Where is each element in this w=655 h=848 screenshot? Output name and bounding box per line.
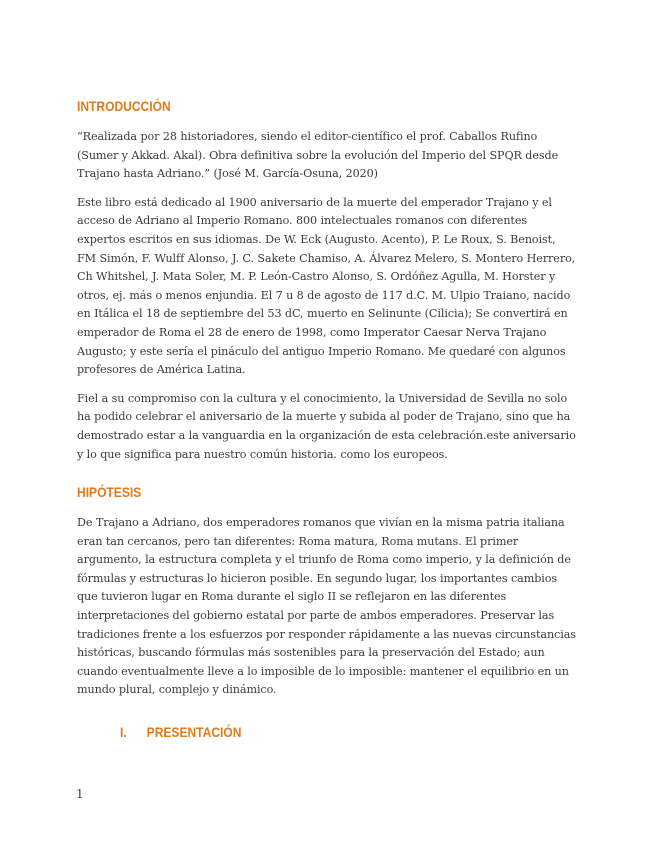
- subsection-presentacion: [77, 724, 507, 740]
- section-spacer: [77, 474, 577, 484]
- document-body: [77, 98, 577, 740]
- hipotesis-paragraph: De Trajano a Adriano, dos emperadores romanos que vivían en la misma patria italiana eran tan cercanos, pero tan diferentes: Roma matura, Roma mutans. El primer argumento, la estructura completa y el triunfo de Roma como imperio, y la definición de fórmulas y estructuras lo hicieron posible. En segundo lugar, los importantes cambios que tuvieron lugar en Roma durante el siglo II se reflejaron en las diferentes interpretaciones del gobierno estatal por parte de ambos emperadores. Preservar las tradiciones frente a los esfuerzos por responder rápidamente a las nuevas circunstancias históricas, buscando fórmulas más sostenibles para la preservación del Estado; aun cuando eventualmente lleve a lo imposible de lo imposible: mantener el equilibrio en un mundo plural, complejo y dinámico.: [77, 516, 576, 697]
- page-number: 1: [76, 787, 84, 801]
- intro-quote-paragraph: “Realizada por 28 historiadores, siendo el editor-científico el prof. Caballos Rufino (Sumer y Akkad. Akal). Obra definitiva sobre la evolución del Imperio del SPQR desde Trajano hasta Adriano.” (José M. García-Osuna, 2020): [77, 130, 559, 181]
- subsection-title: PRESENTACIÓN: [146, 724, 242, 741]
- heading-hipotesis: HIPÓTESIS: [77, 484, 142, 501]
- subsection-number: I.: [120, 724, 127, 741]
- heading-introduccion: INTRODUCCIÓN: [77, 98, 171, 114]
- intro-dedication-paragraph: Este libro está dedicado al 1900 aniversario de la muerte del emperador Trajano y el acceso de Adriano al Imperio Romano. 800 intelectuales romanos con diferentes expertos escritos en sus idiomas. De W. Eck (Augusto. Acento), P. Le Roux, S. Benoist, FM Simón, F. Wulff Alonso, J. C. Sakete Chamiso, A. Álvarez Melero, S. Montero Herrero, Ch Whitshel, J. Mata Soler, M. P. León-Castro Alonso, S. Ordóñez Agulla, M. Horster y otros, ej. más o menos enjundia. El 7 u 8 de agosto de 117 d.C. M. Ulpio Traiano, nacido en Itálica el 18 de septiembre del 53 dC, muerto en Selinunte (Cilicia); Se convertirá en emperador de Roma el 28 de enero de 1998, como Imperator Caesar Nerva Trajano Augusto; y este sería el pináculo del antiguo Imperio Romano. Me quedaré con algunos profesores de América Latina.: [77, 195, 576, 377]
- intro-university-paragraph: Fiel a su compromiso con la cultura y el conocimiento, la Universidad de Sevilla no solo ha podido celebrar el aniversario de la muerte y subida al poder de Trajano, sino que ha demostrado estar a la vanguardia en la organización de esta celebración.este aniversario y lo que significa para nuestro común historia. como los europeos.: [77, 391, 576, 461]
